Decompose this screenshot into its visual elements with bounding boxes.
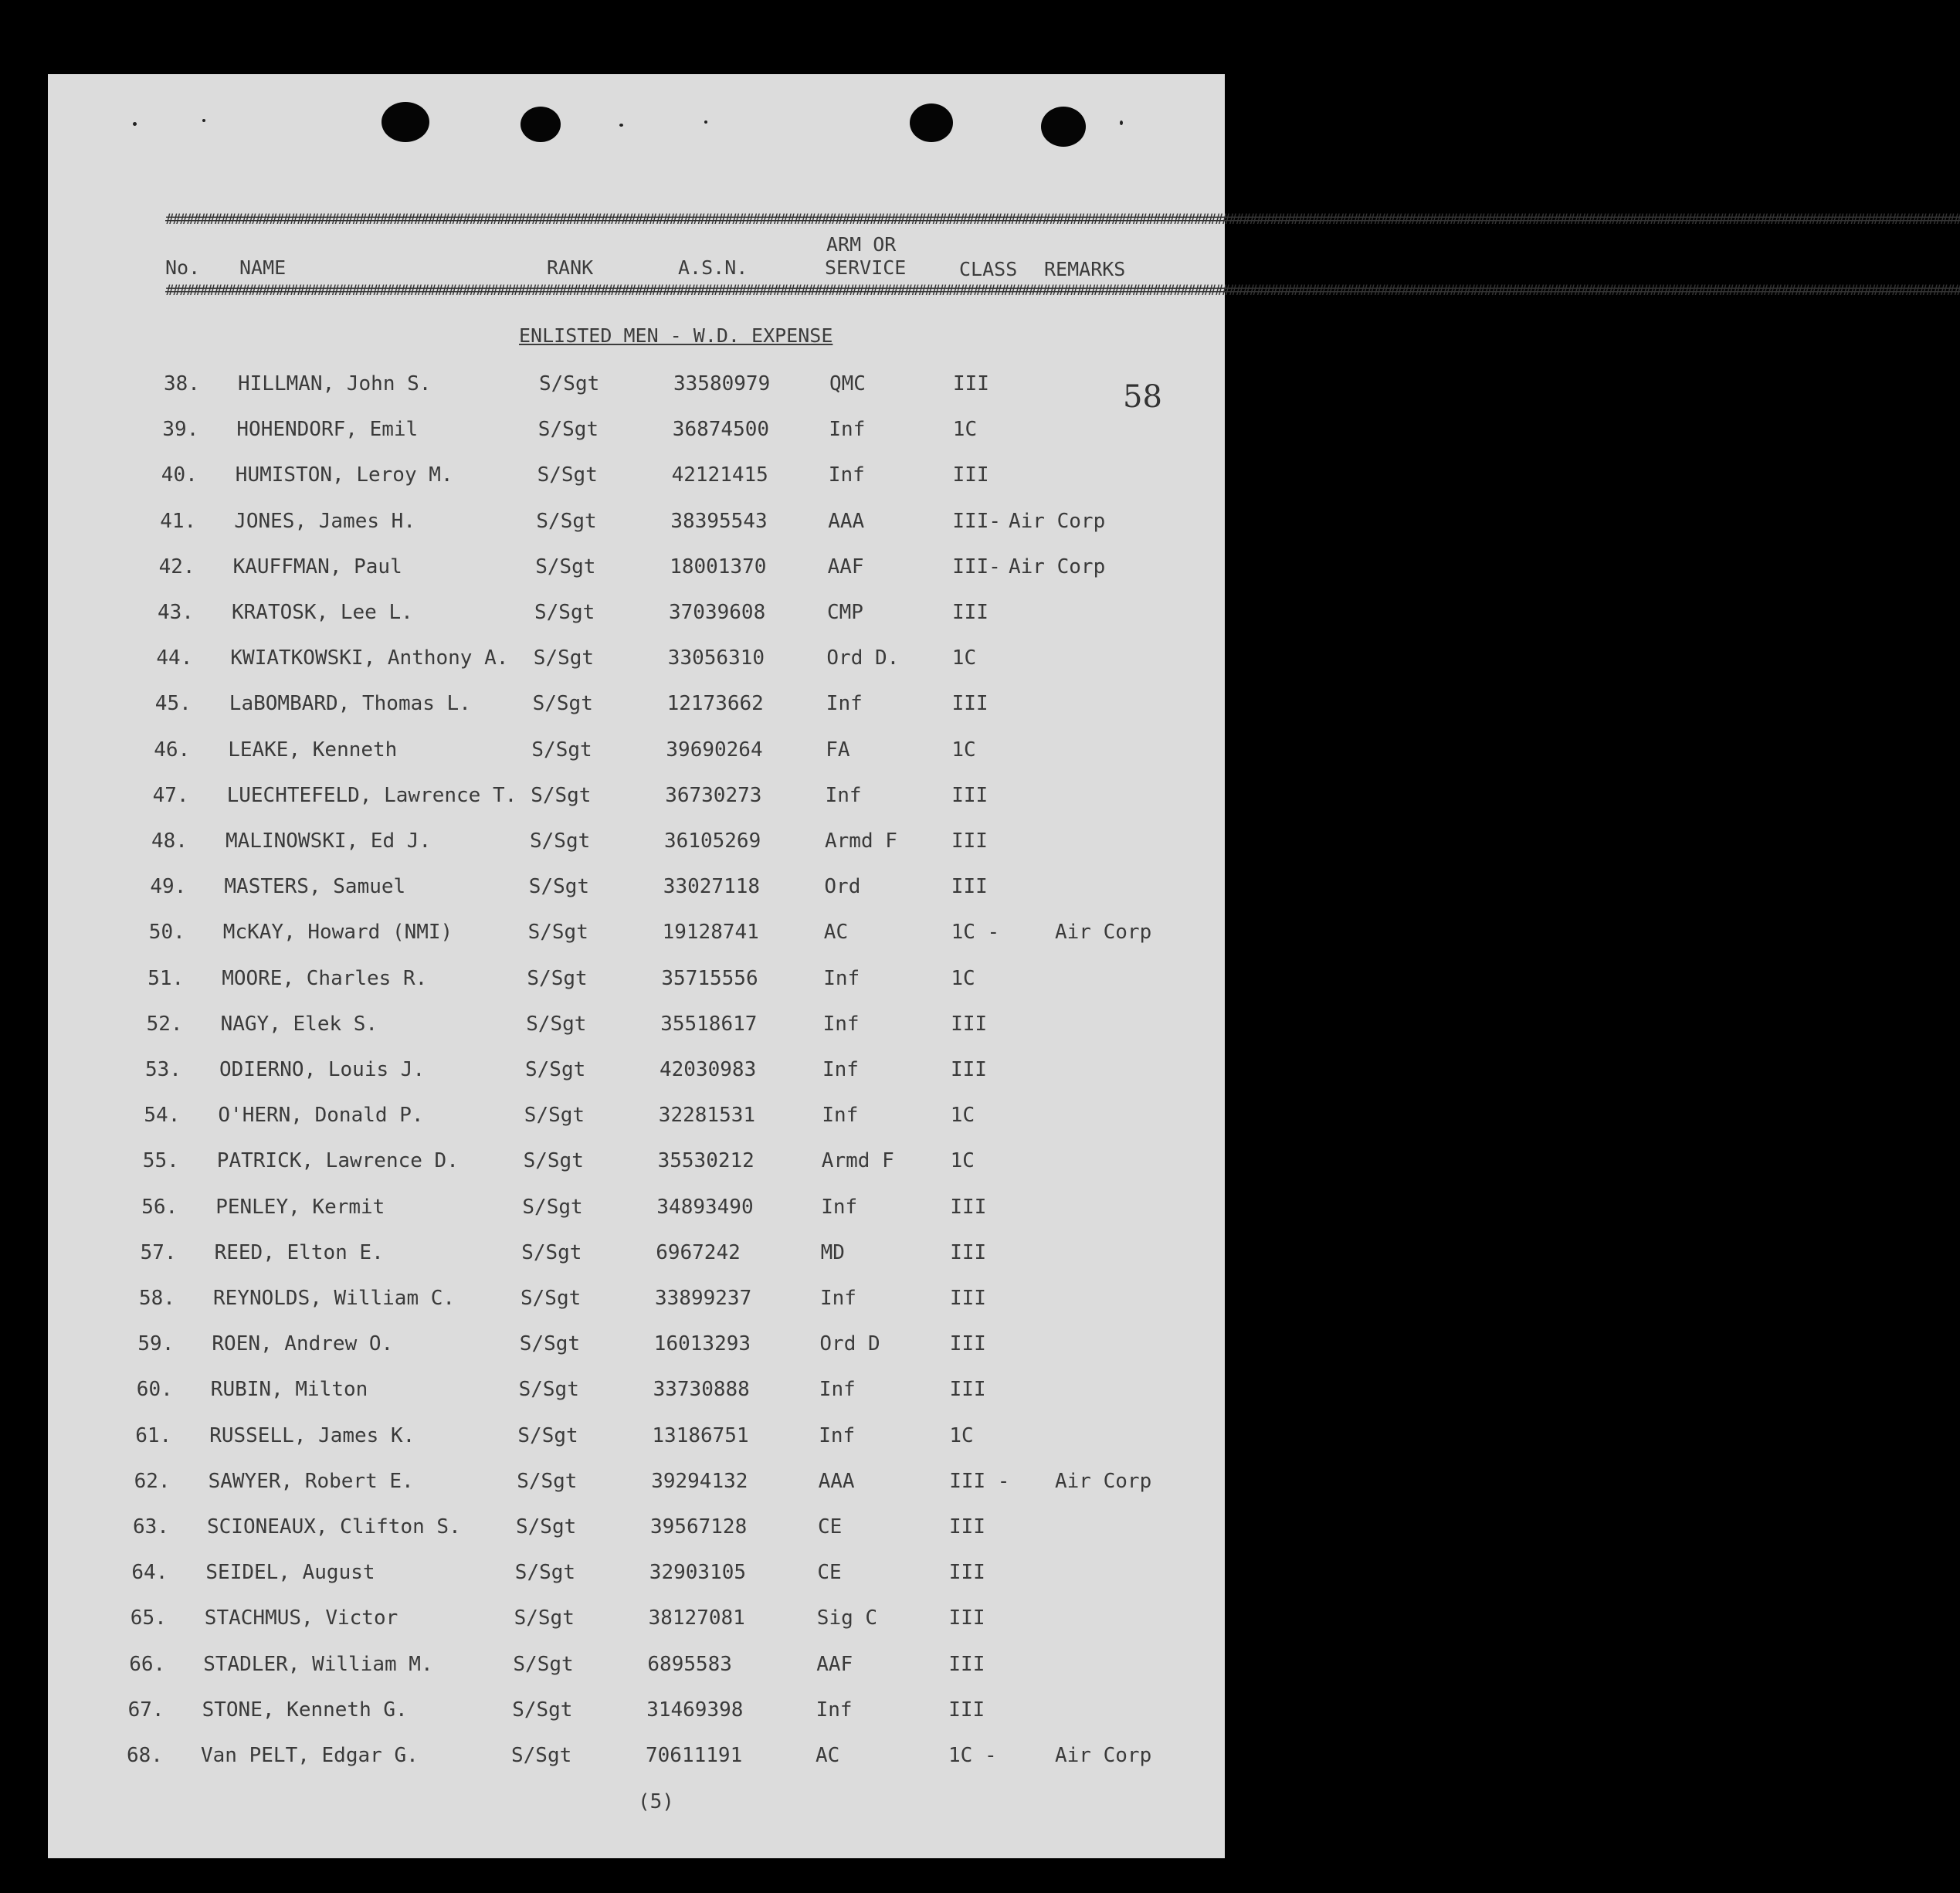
row-no: 55. xyxy=(142,1149,179,1173)
row-name: SEIDEL, August xyxy=(205,1561,375,1585)
row-name: RUSSELL, James K. xyxy=(209,1423,415,1447)
row-rank: S/Sgt xyxy=(526,1012,587,1036)
row-name: KWIATKOWSKI, Anthony A. xyxy=(230,646,509,670)
row-arm: CE xyxy=(817,1561,842,1585)
row-name: STADLER, William M. xyxy=(203,1652,433,1676)
row-class: III - xyxy=(949,1469,1010,1493)
header-remarks: REMARKS xyxy=(1044,258,1126,280)
row-remarks: Air Corp xyxy=(1055,1744,1152,1767)
row-no: 63. xyxy=(133,1515,169,1538)
row-no: 49. xyxy=(150,875,187,899)
row-rank: S/Sgt xyxy=(513,1652,574,1676)
row-no: 42. xyxy=(158,555,195,578)
row-arm: QMC xyxy=(829,372,866,395)
row-name: MALINOWSKI, Ed J. xyxy=(226,829,432,853)
row-rank: S/Sgt xyxy=(531,783,592,807)
row-name: McKAY, Howard (NMI) xyxy=(222,921,453,945)
row-class: III- xyxy=(952,555,1001,578)
row-name: LaBOMBARD, Thomas L. xyxy=(229,692,471,716)
row-no: 66. xyxy=(129,1652,166,1676)
row-asn: 42121415 xyxy=(671,463,768,487)
row-no: 60. xyxy=(136,1378,173,1402)
row-asn: 39567128 xyxy=(650,1515,748,1538)
row-rank: S/Sgt xyxy=(525,1058,586,1081)
row-asn: 38395543 xyxy=(670,509,768,533)
row-name: REYNOLDS, William C. xyxy=(213,1287,456,1310)
punch-hole-1 xyxy=(381,102,429,142)
row-class: III xyxy=(951,1058,987,1081)
row-name: NAGY, Elek S. xyxy=(220,1012,378,1036)
header-name: NAME xyxy=(239,256,287,279)
row-rank: S/Sgt xyxy=(521,1287,582,1310)
row-name: LEAKE, Kenneth xyxy=(228,738,398,762)
row-no: 57. xyxy=(140,1240,177,1264)
section-title: ENLISTED MEN - W.D. EXPENSE xyxy=(519,324,833,347)
row-rank: S/Sgt xyxy=(539,372,600,395)
row-no: 44. xyxy=(156,646,193,670)
row-rank: S/Sgt xyxy=(516,1515,577,1538)
row-rank: S/Sgt xyxy=(517,1469,578,1493)
row-name: SCIONEAUX, Clifton S. xyxy=(207,1515,461,1538)
row-no: 53. xyxy=(145,1058,181,1081)
row-no: 58. xyxy=(139,1287,175,1310)
row-arm: AC xyxy=(816,1744,840,1767)
row-class: III xyxy=(952,463,989,487)
row-asn: 36105269 xyxy=(664,829,761,853)
row-name: PATRICK, Lawrence D. xyxy=(216,1149,459,1173)
row-rank: S/Sgt xyxy=(524,1104,585,1128)
row-asn: 34893490 xyxy=(656,1195,754,1219)
row-asn: 35530212 xyxy=(657,1149,754,1173)
header-rank: RANK xyxy=(547,256,594,279)
page-number: 58 xyxy=(1123,379,1162,415)
row-no: 64. xyxy=(131,1561,168,1585)
row-class: III xyxy=(949,1332,986,1356)
row-arm: Inf xyxy=(822,1104,859,1128)
speck xyxy=(704,120,707,124)
row-class: III- xyxy=(952,509,1002,533)
row-no: 48. xyxy=(151,829,188,853)
row-class: III xyxy=(949,1515,985,1538)
row-no: 56. xyxy=(141,1195,178,1219)
row-no: 47. xyxy=(152,783,189,807)
row-class: III xyxy=(950,1240,987,1264)
row-name: SAWYER, Robert E. xyxy=(208,1469,414,1493)
row-rank: S/Sgt xyxy=(514,1561,576,1585)
speck xyxy=(133,122,137,126)
row-class: 1C xyxy=(952,418,978,442)
row-class: 1C xyxy=(950,1104,975,1128)
row-rank: S/Sgt xyxy=(531,738,592,762)
row-asn: 6895583 xyxy=(647,1652,732,1676)
row-class: III xyxy=(952,601,988,624)
row-remarks: Air Corp xyxy=(1009,509,1106,533)
row-name: ODIERNO, Louis J. xyxy=(219,1058,426,1081)
row-name: MOORE, Charles R. xyxy=(222,966,428,990)
row-name: PENLEY, Kermit xyxy=(215,1195,385,1219)
row-rank: S/Sgt xyxy=(527,966,588,990)
row-asn: 70611191 xyxy=(646,1744,743,1767)
row-name: STACHMUS, Victor xyxy=(204,1606,398,1630)
header-rule-bottom: #################################################################################################################################################################################################################################################################### xyxy=(165,282,1960,299)
row-arm: Armd F xyxy=(821,1149,894,1173)
row-class: III xyxy=(951,1012,988,1036)
row-asn: 18001370 xyxy=(670,555,767,578)
row-arm: Inf xyxy=(828,463,865,487)
row-class: 1C xyxy=(951,738,976,762)
row-arm: Armd F xyxy=(825,829,897,853)
row-asn: 33730888 xyxy=(653,1378,750,1402)
row-rank: S/Sgt xyxy=(528,875,590,899)
row-arm: Inf xyxy=(819,1423,856,1447)
row-rank: S/Sgt xyxy=(535,555,596,578)
row-no: 59. xyxy=(137,1332,175,1356)
row-no: 43. xyxy=(158,601,194,624)
row-asn: 32903105 xyxy=(649,1561,747,1585)
row-arm: AAA xyxy=(818,1469,855,1493)
row-no: 39. xyxy=(162,418,199,442)
row-remarks: Air Corp xyxy=(1009,555,1106,578)
row-rank: S/Sgt xyxy=(512,1698,573,1722)
row-rank: S/Sgt xyxy=(532,692,593,716)
footer-page-number: (5) xyxy=(638,1790,674,1813)
row-no: 65. xyxy=(130,1606,167,1630)
row-asn: 35518617 xyxy=(660,1012,758,1036)
row-rank: S/Sgt xyxy=(530,829,591,853)
row-asn: 31469398 xyxy=(646,1698,744,1722)
row-arm: Sig C xyxy=(816,1606,878,1630)
row-class: III xyxy=(951,875,988,899)
row-no: 61. xyxy=(135,1423,172,1447)
row-no: 62. xyxy=(134,1469,171,1493)
row-arm: Inf xyxy=(825,783,862,807)
punch-hole-3 xyxy=(910,103,953,142)
row-rank: S/Sgt xyxy=(527,921,588,945)
row-class: III xyxy=(951,692,988,716)
row-arm: Inf xyxy=(822,1058,859,1081)
punch-hole-4 xyxy=(1041,107,1086,147)
row-class: III xyxy=(948,1606,985,1630)
row-asn: 16013293 xyxy=(653,1332,751,1356)
row-rank: S/Sgt xyxy=(534,601,595,624)
row-name: HOHENDORF, Emil xyxy=(236,418,419,442)
row-arm: Ord xyxy=(824,875,861,899)
row-rank: S/Sgt xyxy=(519,1332,581,1356)
row-remarks: Air Corp xyxy=(1055,1469,1152,1493)
row-asn: 32281531 xyxy=(658,1104,756,1128)
row-class: III xyxy=(949,1378,986,1402)
row-name: ROEN, Andrew O. xyxy=(212,1332,394,1356)
row-asn: 42030983 xyxy=(660,1058,757,1081)
row-arm: Inf xyxy=(823,966,860,990)
row-rank: S/Sgt xyxy=(533,646,595,670)
row-no: 52. xyxy=(146,1012,183,1036)
punch-hole-2 xyxy=(521,107,561,142)
row-asn: 39294132 xyxy=(651,1469,748,1493)
row-class: III xyxy=(950,1287,986,1310)
row-name: LUECHTEFELD, Lawrence T. xyxy=(226,783,517,807)
row-class: III xyxy=(951,783,988,807)
row-name: REED, Elton E. xyxy=(214,1240,384,1264)
row-arm: AAF xyxy=(827,555,864,578)
header-arm-line1: ARM OR xyxy=(826,233,897,256)
row-no: 41. xyxy=(160,509,197,533)
row-rank: S/Sgt xyxy=(514,1606,575,1630)
row-name: KRATOSK, Lee L. xyxy=(232,601,413,624)
row-no: 46. xyxy=(154,738,191,762)
row-remarks: Air Corp xyxy=(1055,921,1152,945)
row-arm: Ord D xyxy=(819,1332,880,1356)
row-arm: AAA xyxy=(828,509,865,533)
row-no: 67. xyxy=(127,1698,164,1722)
row-asn: 6967242 xyxy=(656,1240,741,1264)
row-arm: Inf xyxy=(819,1378,856,1402)
row-name: HUMISTON, Leroy M. xyxy=(235,463,453,487)
row-no: 38. xyxy=(164,372,200,395)
row-rank: S/Sgt xyxy=(537,463,598,487)
row-asn: 33056310 xyxy=(667,646,765,670)
row-name: STONE, Kenneth G. xyxy=(202,1698,408,1722)
document-page xyxy=(48,74,1960,1858)
row-asn: 33027118 xyxy=(663,875,761,899)
header-rule-top: #################################################################################################################################################################################################################################################################### xyxy=(165,211,1960,228)
row-asn: 37039608 xyxy=(669,601,766,624)
header-arm-line2: SERVICE xyxy=(825,256,907,279)
row-arm: MD xyxy=(820,1240,845,1264)
row-class: III xyxy=(948,1698,985,1722)
row-rank: S/Sgt xyxy=(523,1149,584,1173)
row-asn: 36730273 xyxy=(665,783,762,807)
row-no: 51. xyxy=(148,966,185,990)
row-rank: S/Sgt xyxy=(522,1195,583,1219)
row-name: Van PELT, Edgar G. xyxy=(201,1744,419,1767)
row-no: 45. xyxy=(154,692,192,716)
row-asn: 35715556 xyxy=(661,966,758,990)
row-name: O'HERN, Donald P. xyxy=(218,1104,424,1128)
row-asn: 13186751 xyxy=(652,1423,749,1447)
speck xyxy=(1120,120,1123,125)
row-asn: 36874500 xyxy=(672,418,770,442)
row-asn: 38127081 xyxy=(648,1606,745,1630)
row-class: 1C xyxy=(949,1423,974,1447)
row-name: MASTERS, Samuel xyxy=(224,875,406,899)
row-asn: 33580979 xyxy=(673,372,771,395)
row-class: III xyxy=(950,1195,987,1219)
row-class: III xyxy=(948,1652,985,1676)
row-arm: Ord D. xyxy=(826,646,900,670)
row-arm: Inf xyxy=(816,1698,853,1722)
row-rank: S/Sgt xyxy=(521,1240,582,1264)
row-class: 1C xyxy=(951,966,975,990)
row-name: HILLMAN, John S. xyxy=(238,372,432,395)
row-class: 1C xyxy=(950,1149,975,1173)
row-name: KAUFFMAN, Paul xyxy=(232,555,402,578)
row-no: 68. xyxy=(127,1744,163,1767)
row-name: JONES, James H. xyxy=(234,509,415,533)
row-arm: CE xyxy=(818,1515,843,1538)
row-arm: Inf xyxy=(826,692,863,716)
row-arm: FA xyxy=(826,738,850,762)
header-class: CLASS xyxy=(959,258,1018,280)
row-class: 1C - xyxy=(951,921,1000,945)
row-rank: S/Sgt xyxy=(517,1423,578,1447)
row-no: 40. xyxy=(161,463,198,487)
row-asn: 19128741 xyxy=(662,921,759,945)
speck xyxy=(202,119,205,122)
row-class: 1C xyxy=(951,646,977,670)
row-asn: 39690264 xyxy=(666,738,763,762)
row-name: RUBIN, Milton xyxy=(210,1378,368,1402)
row-arm: Inf xyxy=(820,1287,856,1310)
header-asn: A.S.N. xyxy=(678,256,748,279)
row-asn: 33899237 xyxy=(655,1287,752,1310)
row-asn: 12173662 xyxy=(666,692,764,716)
row-arm: Inf xyxy=(829,418,866,442)
row-class: III xyxy=(951,829,988,853)
row-arm: AC xyxy=(823,921,849,945)
row-arm: AAF xyxy=(816,1652,853,1676)
header-no: No. xyxy=(165,256,201,279)
row-arm: Inf xyxy=(821,1195,858,1219)
row-rank: S/Sgt xyxy=(511,1744,572,1767)
row-no: 54. xyxy=(144,1104,181,1128)
row-rank: S/Sgt xyxy=(536,509,597,533)
row-class: 1C - xyxy=(948,1744,997,1767)
row-rank: S/Sgt xyxy=(518,1378,579,1402)
row-rank: S/Sgt xyxy=(537,418,599,442)
row-no: 50. xyxy=(148,921,185,945)
row-class: III xyxy=(953,372,989,395)
row-arm: CMP xyxy=(827,601,863,624)
row-arm: Inf xyxy=(822,1012,860,1036)
row-class: III xyxy=(948,1561,985,1585)
speck xyxy=(619,124,623,127)
